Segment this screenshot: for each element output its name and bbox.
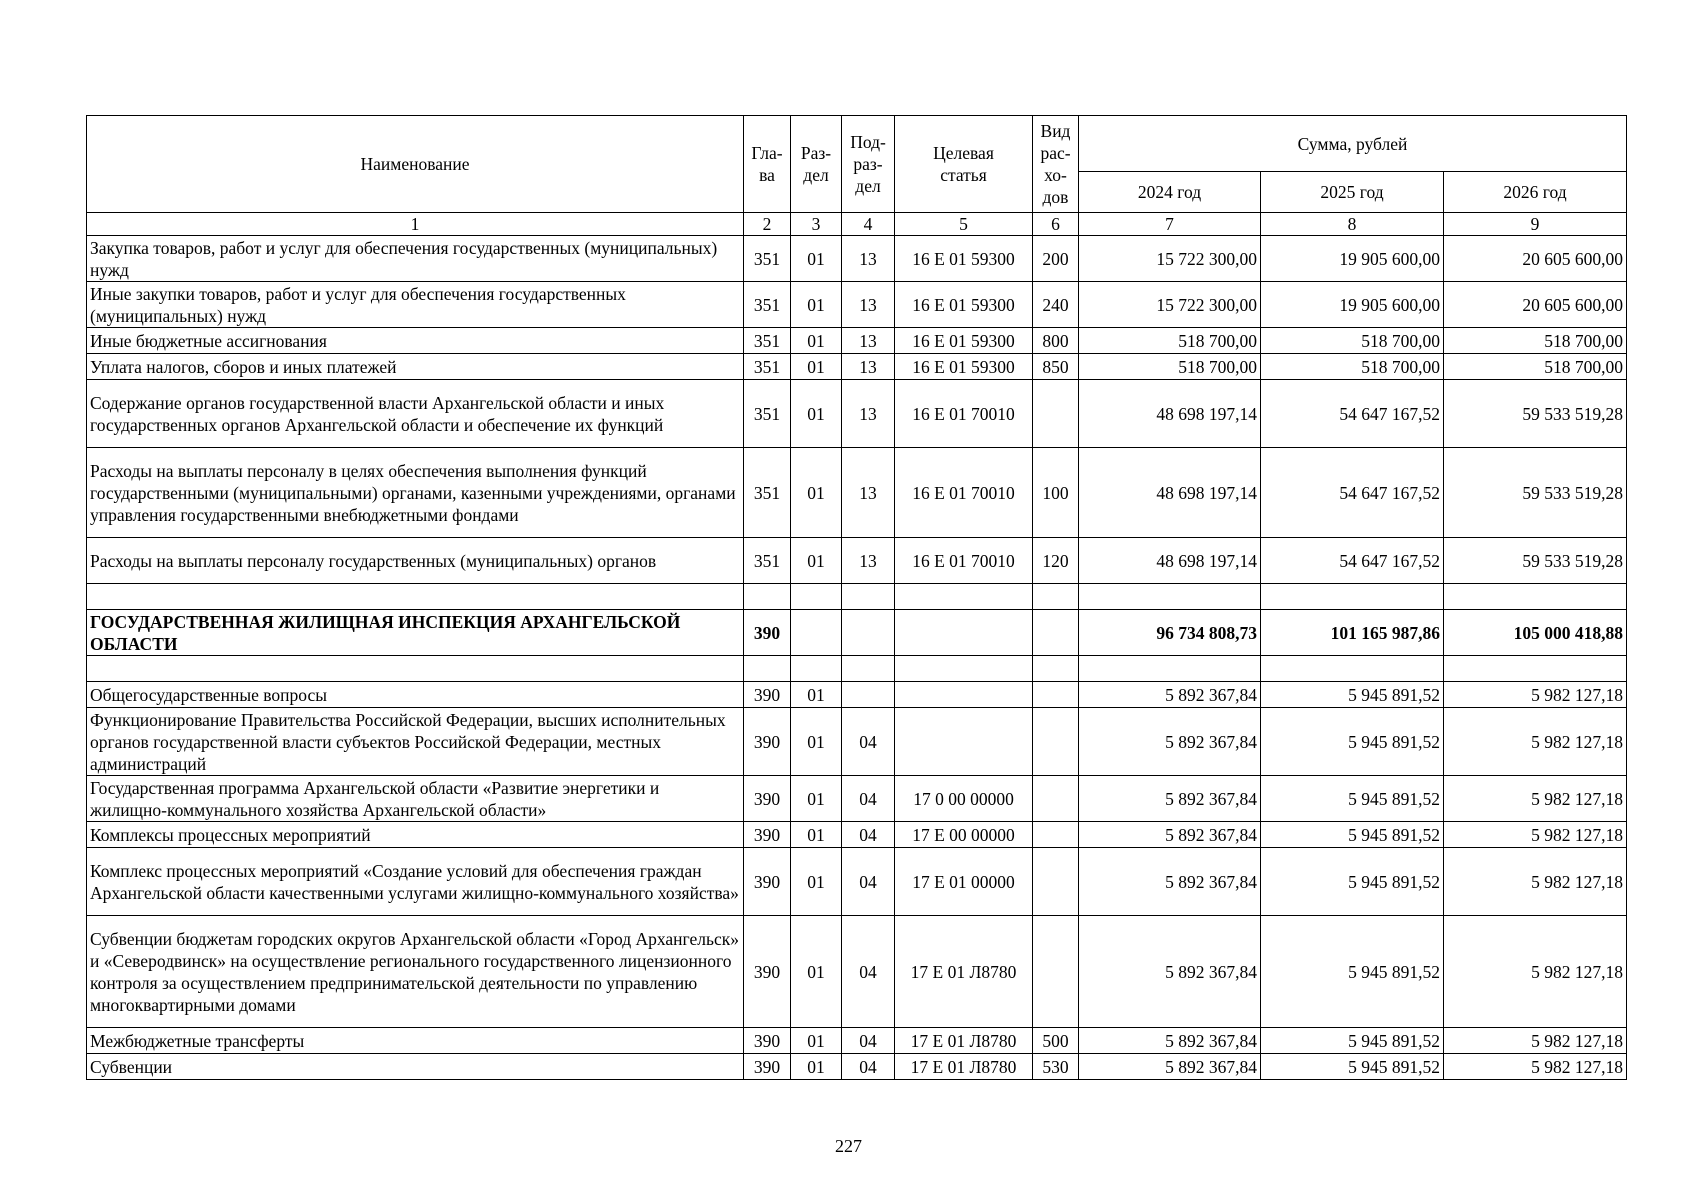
cell-expense-type: 200 — [1033, 236, 1079, 282]
cell-sum-2026: 59 533 519,28 — [1444, 380, 1627, 448]
cell-chapter: 351 — [744, 448, 791, 538]
table-row — [87, 916, 1627, 1028]
header-expense-type: Вид рас- хо- дов — [1033, 116, 1079, 213]
cell-section: 01 — [791, 776, 842, 822]
cell-target-article: 17 Е 01 Л8780 — [895, 1054, 1033, 1080]
table-row — [87, 282, 1627, 328]
cell-name: Иные бюджетные ассигнования — [87, 328, 744, 354]
cell-name: Иные закупки товаров, работ и услуг для обеспечения государственных (муниципальных) нужд — [87, 282, 744, 328]
cell-name: Уплата налогов, сборов и иных платежей — [87, 354, 744, 380]
cell-section: 01 — [791, 448, 842, 538]
cell-sum-2025: 5 945 891,52 — [1261, 1028, 1444, 1054]
cell-subsection — [842, 682, 895, 708]
column-number: 3 — [791, 213, 842, 236]
cell-target-article: 16 Е 01 59300 — [895, 282, 1033, 328]
cell-sum-2024: 518 700,00 — [1079, 354, 1261, 380]
cell-sum-2025: 19 905 600,00 — [1261, 236, 1444, 282]
cell-sum-2026 — [1444, 584, 1627, 610]
cell-expense-type — [1033, 708, 1079, 776]
table-row — [87, 1054, 1627, 1080]
cell-chapter: 390 — [744, 1054, 791, 1080]
cell-name: Закупка товаров, работ и услуг для обеспечения государственных (муниципальных) нужд — [87, 236, 744, 282]
column-number: 6 — [1033, 213, 1079, 236]
column-numbers-row — [87, 213, 1627, 236]
cell-subsection: 04 — [842, 822, 895, 848]
table-row — [87, 538, 1627, 584]
cell-sum-2024: 48 698 197,14 — [1079, 380, 1261, 448]
header-section: Раз- дел — [791, 116, 842, 213]
cell-section: 01 — [791, 282, 842, 328]
table-row — [87, 656, 1627, 682]
cell-subsection: 13 — [842, 282, 895, 328]
column-number: 9 — [1444, 213, 1627, 236]
cell-name — [87, 584, 744, 610]
cell-sum-2024: 518 700,00 — [1079, 328, 1261, 354]
cell-expense-type: 500 — [1033, 1028, 1079, 1054]
cell-expense-type: 120 — [1033, 538, 1079, 584]
cell-section: 01 — [791, 916, 842, 1028]
cell-name: Содержание органов государственной власти Архангельской области и иных государственных органов Архангельской области и обеспечение их функций — [87, 380, 744, 448]
cell-subsection: 13 — [842, 354, 895, 380]
cell-section: 01 — [791, 1054, 842, 1080]
cell-sum-2024: 5 892 367,84 — [1079, 848, 1261, 916]
table-row — [87, 448, 1627, 538]
cell-expense-type — [1033, 822, 1079, 848]
cell-name: ГОСУДАРСТВЕННАЯ ЖИЛИЩНАЯ ИНСПЕКЦИЯ АРХАНГЕЛЬСКОЙ ОБЛАСТИ — [87, 610, 744, 656]
table-row — [87, 708, 1627, 776]
cell-sum-2024: 48 698 197,14 — [1079, 448, 1261, 538]
cell-subsection: 13 — [842, 448, 895, 538]
cell-target-article: 16 Е 01 59300 — [895, 236, 1033, 282]
cell-sum-2026: 59 533 519,28 — [1444, 448, 1627, 538]
cell-sum-2024: 5 892 367,84 — [1079, 916, 1261, 1028]
column-number: 5 — [895, 213, 1033, 236]
cell-expense-type — [1033, 848, 1079, 916]
cell-section: 01 — [791, 236, 842, 282]
cell-target-article: 16 Е 01 70010 — [895, 380, 1033, 448]
cell-target-article — [895, 610, 1033, 656]
cell-target-article: 16 Е 01 59300 — [895, 328, 1033, 354]
cell-subsection: 04 — [842, 1054, 895, 1080]
cell-expense-type: 530 — [1033, 1054, 1079, 1080]
table-row — [87, 848, 1627, 916]
cell-subsection: 13 — [842, 538, 895, 584]
header-year-2025: 2025 год — [1261, 172, 1444, 213]
cell-sum-2025: 5 945 891,52 — [1261, 916, 1444, 1028]
cell-expense-type — [1033, 776, 1079, 822]
table-row — [87, 354, 1627, 380]
cell-name: Субвенции — [87, 1054, 744, 1080]
cell-chapter: 390 — [744, 822, 791, 848]
table-row — [87, 380, 1627, 448]
table-row — [87, 1028, 1627, 1054]
cell-sum-2025: 5 945 891,52 — [1261, 682, 1444, 708]
header-sum: Сумма, рублей — [1079, 116, 1627, 172]
cell-name: Субвенции бюджетам городских округов Архангельской области «Город Архангельск» и «Северодвинск» на осуществление регионального государственного лицензионного контроля за осуществлением предпринимательской деятельности по управлению многоквартирными домами — [87, 916, 744, 1028]
cell-sum-2025: 5 945 891,52 — [1261, 776, 1444, 822]
cell-name: Комплекс процессных мероприятий «Создание условий для обеспечения граждан Архангельской области качественными услугами жилищно-коммунального хозяйства» — [87, 848, 744, 916]
cell-subsection — [842, 610, 895, 656]
cell-expense-type — [1033, 656, 1079, 682]
cell-sum-2025: 518 700,00 — [1261, 328, 1444, 354]
cell-chapter: 351 — [744, 328, 791, 354]
cell-sum-2025: 5 945 891,52 — [1261, 1054, 1444, 1080]
cell-subsection: 13 — [842, 328, 895, 354]
cell-name: Комплексы процессных мероприятий — [87, 822, 744, 848]
cell-sum-2026: 5 982 127,18 — [1444, 822, 1627, 848]
cell-sum-2024: 5 892 367,84 — [1079, 1028, 1261, 1054]
table-row — [87, 328, 1627, 354]
cell-sum-2026: 105 000 418,88 — [1444, 610, 1627, 656]
cell-chapter: 390 — [744, 682, 791, 708]
cell-sum-2024: 5 892 367,84 — [1079, 708, 1261, 776]
cell-sum-2024 — [1079, 656, 1261, 682]
cell-target-article: 17 Е 00 00000 — [895, 822, 1033, 848]
cell-target-article: 17 Е 01 00000 — [895, 848, 1033, 916]
cell-sum-2025: 101 165 987,86 — [1261, 610, 1444, 656]
cell-expense-type — [1033, 610, 1079, 656]
column-number: 4 — [842, 213, 895, 236]
cell-sum-2026: 59 533 519,28 — [1444, 538, 1627, 584]
cell-expense-type: 850 — [1033, 354, 1079, 380]
cell-section: 01 — [791, 682, 842, 708]
cell-expense-type: 100 — [1033, 448, 1079, 538]
header-name: Наименование — [87, 116, 744, 213]
header-row — [87, 116, 1627, 172]
cell-sum-2025 — [1261, 584, 1444, 610]
cell-target-article — [895, 682, 1033, 708]
cell-name: Расходы на выплаты персоналу государственных (муниципальных) органов — [87, 538, 744, 584]
table-row — [87, 610, 1627, 656]
cell-chapter: 351 — [744, 354, 791, 380]
cell-section: 01 — [791, 380, 842, 448]
cell-chapter — [744, 656, 791, 682]
cell-section: 01 — [791, 328, 842, 354]
cell-target-article — [895, 656, 1033, 682]
cell-section: 01 — [791, 538, 842, 584]
cell-subsection: 13 — [842, 236, 895, 282]
cell-subsection: 13 — [842, 380, 895, 448]
cell-name: Государственная программа Архангельской области «Развитие энергетики и жилищно-коммунального хозяйства Архангельской области» — [87, 776, 744, 822]
cell-expense-type: 240 — [1033, 282, 1079, 328]
column-number: 2 — [744, 213, 791, 236]
cell-subsection: 04 — [842, 916, 895, 1028]
budget-table — [86, 115, 1627, 1080]
table-body — [87, 116, 1627, 1080]
cell-sum-2025 — [1261, 656, 1444, 682]
cell-sum-2025: 5 945 891,52 — [1261, 708, 1444, 776]
cell-subsection: 04 — [842, 1028, 895, 1054]
column-number: 1 — [87, 213, 744, 236]
cell-subsection: 04 — [842, 708, 895, 776]
cell-target-article: 17 Е 01 Л8780 — [895, 1028, 1033, 1054]
cell-sum-2026: 5 982 127,18 — [1444, 916, 1627, 1028]
cell-sum-2026: 20 605 600,00 — [1444, 236, 1627, 282]
cell-sum-2026: 5 982 127,18 — [1444, 708, 1627, 776]
cell-chapter: 390 — [744, 610, 791, 656]
cell-sum-2024: 15 722 300,00 — [1079, 236, 1261, 282]
cell-sum-2026 — [1444, 656, 1627, 682]
cell-section: 01 — [791, 1028, 842, 1054]
cell-name: Функционирование Правительства Российской Федерации, высших исполнительных органов государственной власти субъектов Российской Федерации, местных администраций — [87, 708, 744, 776]
cell-chapter: 390 — [744, 708, 791, 776]
cell-target-article — [895, 708, 1033, 776]
cell-chapter: 351 — [744, 282, 791, 328]
cell-sum-2026: 518 700,00 — [1444, 354, 1627, 380]
cell-sum-2024: 15 722 300,00 — [1079, 282, 1261, 328]
cell-section: 01 — [791, 708, 842, 776]
column-number: 8 — [1261, 213, 1444, 236]
header-year-2024: 2024 год — [1079, 172, 1261, 213]
cell-chapter — [744, 584, 791, 610]
cell-subsection — [842, 584, 895, 610]
cell-chapter: 390 — [744, 1028, 791, 1054]
cell-sum-2026: 5 982 127,18 — [1444, 776, 1627, 822]
cell-target-article: 16 Е 01 59300 — [895, 354, 1033, 380]
cell-section — [791, 656, 842, 682]
cell-sum-2025: 54 647 167,52 — [1261, 538, 1444, 584]
cell-sum-2026: 20 605 600,00 — [1444, 282, 1627, 328]
cell-target-article: 16 Е 01 70010 — [895, 538, 1033, 584]
cell-sum-2024: 96 734 808,73 — [1079, 610, 1261, 656]
header-subsection: Под- раз- дел — [842, 116, 895, 213]
cell-subsection: 04 — [842, 848, 895, 916]
cell-name: Межбюджетные трансферты — [87, 1028, 744, 1054]
cell-sum-2024: 48 698 197,14 — [1079, 538, 1261, 584]
cell-sum-2024: 5 892 367,84 — [1079, 682, 1261, 708]
table-row — [87, 584, 1627, 610]
column-number: 7 — [1079, 213, 1261, 236]
table-row — [87, 682, 1627, 708]
cell-chapter: 351 — [744, 538, 791, 584]
cell-chapter: 390 — [744, 776, 791, 822]
cell-target-article — [895, 584, 1033, 610]
cell-target-article: 16 Е 01 70010 — [895, 448, 1033, 538]
cell-name — [87, 656, 744, 682]
cell-chapter: 390 — [744, 916, 791, 1028]
cell-sum-2025: 5 945 891,52 — [1261, 848, 1444, 916]
cell-subsection: 04 — [842, 776, 895, 822]
cell-sum-2024: 5 892 367,84 — [1079, 776, 1261, 822]
cell-sum-2025: 518 700,00 — [1261, 354, 1444, 380]
cell-expense-type — [1033, 380, 1079, 448]
cell-expense-type — [1033, 916, 1079, 1028]
cell-chapter: 351 — [744, 380, 791, 448]
cell-name: Общегосударственные вопросы — [87, 682, 744, 708]
cell-section: 01 — [791, 354, 842, 380]
header-target: Целевая статья — [895, 116, 1033, 213]
cell-sum-2025: 19 905 600,00 — [1261, 282, 1444, 328]
cell-sum-2025: 5 945 891,52 — [1261, 822, 1444, 848]
page-number: 227 — [835, 1136, 862, 1156]
cell-target-article: 17 Е 01 Л8780 — [895, 916, 1033, 1028]
cell-sum-2024 — [1079, 584, 1261, 610]
header-chapter: Гла- ва — [744, 116, 791, 213]
cell-expense-type — [1033, 584, 1079, 610]
cell-sum-2025: 54 647 167,52 — [1261, 380, 1444, 448]
cell-sum-2026: 5 982 127,18 — [1444, 848, 1627, 916]
cell-section: 01 — [791, 822, 842, 848]
header-year-2026: 2026 год — [1444, 172, 1627, 213]
cell-sum-2026: 5 982 127,18 — [1444, 1054, 1627, 1080]
table-row — [87, 776, 1627, 822]
cell-expense-type — [1033, 682, 1079, 708]
cell-name: Расходы на выплаты персоналу в целях обеспечения выполнения функций государственными (муниципальными) органами, казенными учреждениями, органами управления государственными внебюджетными фондами — [87, 448, 744, 538]
cell-section — [791, 584, 842, 610]
cell-expense-type: 800 — [1033, 328, 1079, 354]
cell-sum-2024: 5 892 367,84 — [1079, 822, 1261, 848]
cell-sum-2026: 518 700,00 — [1444, 328, 1627, 354]
table-row — [87, 822, 1627, 848]
cell-target-article: 17 0 00 00000 — [895, 776, 1033, 822]
cell-sum-2024: 5 892 367,84 — [1079, 1054, 1261, 1080]
cell-chapter: 351 — [744, 236, 791, 282]
cell-sum-2026: 5 982 127,18 — [1444, 1028, 1627, 1054]
cell-subsection — [842, 656, 895, 682]
cell-sum-2026: 5 982 127,18 — [1444, 682, 1627, 708]
cell-sum-2025: 54 647 167,52 — [1261, 448, 1444, 538]
cell-section — [791, 610, 842, 656]
cell-chapter: 390 — [744, 848, 791, 916]
table-row — [87, 236, 1627, 282]
cell-section: 01 — [791, 848, 842, 916]
